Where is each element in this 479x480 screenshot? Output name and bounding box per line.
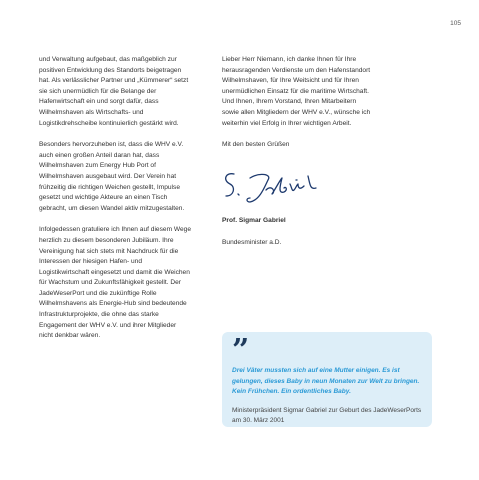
right-column [222, 55, 372, 260]
quotation-mark-icon: ” [232, 333, 248, 368]
signature-block [222, 162, 372, 249]
right-paragraph-1: Lieber Herr Niemann, ich danke Ihnen für Ihre herausragenden Verdienste um den Hafenstandort Wilhelmshaven, für Ihre Weitsicht und für Ihren unermüdlichen Einsatz für die maritime Wirtschaft. Und Ihnen, Ihrem Vorstand, Ihren Mitarbeitern sowie allen Mitgliedern der WHV e.V., wünsche ich weiterhin viel Erfolg in Ihrer wichtigen Arbeit. [222, 56, 371, 127]
left-paragraph-3: Infolgedessen gratuliere ich Ihnen auf diesem Wege herzlich zu diesem besonderen Jubiläum. Ihre Vereinigung hat sich stets mit Nachdruck für die Interessen der hiesigen Hafen- und Logistikwirtschaft eingesetzt und damit die Weichen für Wachstum und Zukunftsfähigkeit gestellt. Der JadeWeserPort und die zukünftige Rolle Wilhelmshavens als Energie-Hub sind bedeutende Infrastrukturprojekte, die ohne das starke Engagement der WHV e.V. und ihrer Mitglieder nicht denkbar wären. [39, 226, 191, 340]
handwritten-signature [220, 166, 330, 206]
quote-text: Drei Väter mussten sich auf eine Mutter einigen. Es ist gelungen, dieses Baby in neun Monaten zur Welt zu bringen. Kein Frühchen. Ein ordentliches Baby. [232, 367, 420, 395]
page-number: 105 [450, 20, 461, 27]
left-column [39, 55, 191, 353]
signer-title: Bundesminister a.D. [222, 238, 282, 246]
closing-greeting: Mit den besten Grüßen [222, 141, 290, 149]
quote-box [222, 332, 432, 427]
left-paragraph-2: Besonders hervorzuheben ist, dass die WHV e.V. auch einen großen Anteil daran hat, dass Wilhelmshaven zum Energy Hub Port of Wilhelmshaven ausgebaut wird. Der Verein hat frühzeitig die richtigen Weichen gestellt, Impulse gesetzt und wichtige Akteure an einen Tisch gebracht, um diesen Wandel aktiv mitzugestalten. [39, 141, 185, 212]
signer-name: Prof. Sigmar Gabriel [222, 217, 286, 225]
quote-source: Ministerpräsident Sigmar Gabriel zur Geburt des JadeWeserPorts am 30. März 2001 [232, 406, 422, 424]
left-paragraph-1: und Verwaltung aufgebaut, das maßgeblich zur positiven Entwicklung des Standorts beigetragen hat. Als verlässlicher Partner und „Kümmerer“ setzt sie sich unermüdlich für die Belange der Hafenwirtschaft ein und sorgt dafür, dass Wilhelmshaven als Wirtschafts- und Logistikdrehscheibe kontinuierlich gestärkt wird. [39, 56, 189, 127]
